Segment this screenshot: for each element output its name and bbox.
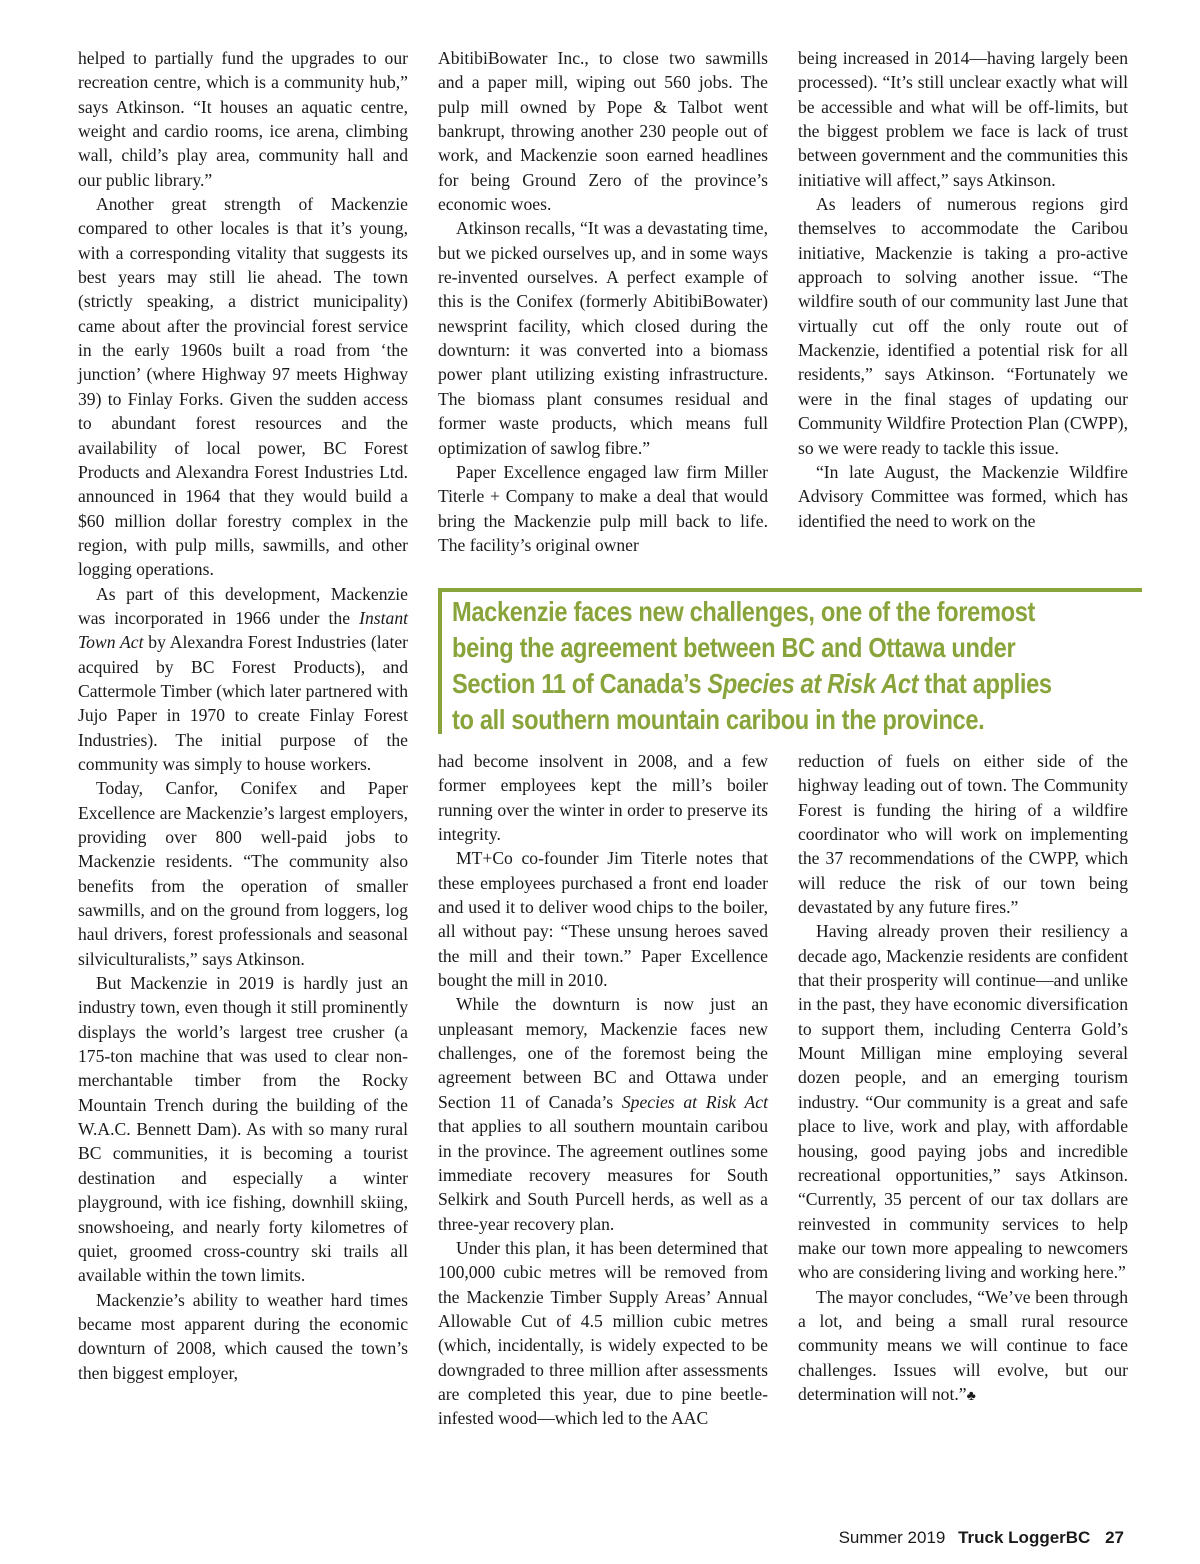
column-3-bottom [798, 749, 1128, 1409]
text-run: that applies to all southern mountain caribou in the province. The agreement outlines some immediate recovery measures for South Selkirk and South Purcell herds, as well as a three-year recovery plan. [438, 1116, 768, 1234]
tree-end-mark-icon: ♣ [966, 1388, 976, 1404]
pull-quote-line [452, 666, 1052, 702]
page-footer [839, 1528, 1124, 1548]
text-run: The mayor concludes, “We’ve been through a lot, and being a small rural resource community means we will continue to face challenges. Issues will evolve, but our determination will not.” [798, 1286, 1128, 1404]
body-paragraph: Atkinson recalls, “It was a devastating time, but we picked ourselves up, and in some ways re-invented ourselves. A perfect example of this is the Conifex (formerly AbitibiBowater) newsprint facility, which closed during the downturn: it was converted into a biomass power plant utilizing existing infrastructure. The biomass plant consumes residual and former waste products, which means full optimization of sawlog fibre.” [438, 218, 768, 458]
text-run: that applies [918, 668, 1052, 699]
body-paragraph: “In late August, the Mackenzie Wildfire Advisory Committee was formed, which has identified the need to work on the [798, 461, 1128, 531]
pull-quote-line: being the agreement between BC and Ottawa under [452, 632, 1016, 663]
body-paragraph: Paper Excellence engaged law firm Miller Titerle + Company to make a deal that would bring the Mackenzie pulp mill back to life. The facility’s original owner [438, 461, 768, 555]
act-title: Species at Risk Act [707, 668, 919, 699]
column-2-bottom [438, 749, 768, 1431]
body-paragraph [438, 992, 768, 1235]
body-paragraph: being increased in 2014—having largely been processed). “It’s still unclear exactly what will be accessible and what will be off-limits, but the biggest problem we face is lack of trust between government and the communities this initiative will affect,” says Atkinson. [798, 48, 1128, 190]
column-3-top [798, 46, 1128, 533]
body-paragraph: reduction of fuels on either side of the highway leading out of town. The Community Forest is funding the hiring of a wildfire coordinator who will work on implementing the 37 recommendations of the CWPP, which will reduce the risk of our town being devastated by any future fires.” [798, 751, 1128, 918]
act-title: Instant Town Act [78, 607, 408, 653]
pull-quote-line: to all southern mountain caribou in the province. [452, 704, 985, 735]
text-run: by Alexandra Forest Industries (later acquired by BC Forest Products), and Cattermole Timber (which later partnered with Jujo Paper in 1970 to create Finlay Forest Industries). The initial purpose of the community was simply to house workers. [78, 632, 408, 774]
body-paragraph: MT+Co co-founder Jim Titerle notes that these employees purchased a front end loader and used it to deliver wood chips to the boiler, all without pay: “These unsung heroes saved the mill and their town.” Paper Excellence bought the mill in 2010. [438, 848, 768, 991]
body-paragraph [78, 582, 408, 777]
text-run: While the downturn is now just an unpleasant memory, Mackenzie faces new challenges, one of the foremost being the agreement between BC and Ottawa under Section 11 of Canada’s [438, 994, 768, 1112]
body-paragraph: helped to partially fund the upgrades to our recreation centre, which is a community hub,” says Atkinson. “It houses an aquatic centre, weight and cardio rooms, ice arena, climbing wall, child’s play area, community hall and our public library.” [78, 48, 408, 190]
body-paragraph: Today, Canfor, Conifex and Paper Excellence are Mackenzie’s largest employers, providing over 800 well-paid jobs to Mackenzie residents. “The community also benefits from the operation of smaller sawmills, and on the ground from loggers, log haul drivers, forest professionals and seasonal silviculturalists,” says Atkinson. [78, 778, 408, 969]
page-number: 27 [1105, 1528, 1124, 1547]
pull-quote-text [452, 594, 1052, 738]
text-run: Section 11 of Canada’s [452, 668, 708, 699]
issue-date: Summer 2019 [838, 1528, 946, 1547]
column-1 [78, 46, 408, 1385]
body-paragraph: AbitibiBowater Inc., to close two sawmills and a paper mill, wiping out 560 jobs. The pulp mill owned by Pope & Talbot went bankrupt, throwing another 230 people out of work, and Mackenzie soon earned headlines for being Ground Zero of the province’s economic woes. [438, 48, 768, 215]
body-paragraph [798, 1285, 1128, 1410]
pull-quote-line: Mackenzie faces new challenges, one of the foremost [452, 596, 1036, 627]
act-title: Species at Risk Act [621, 1091, 768, 1112]
magazine-name: Truck LoggerBC [958, 1528, 1091, 1547]
text-run: As part of this development, Mackenzie was incorporated in 1966 under the [78, 583, 408, 628]
body-paragraph: Another great strength of Mackenzie compared to other locales is that it’s young, with a corresponding vitality that suggests its best years may still lie ahead. The town (strictly speaking, a district municipality) came about after the provincial forest service in the early 1960s built a road from ‘the junction’ (where Highway 97 meets Highway 39) to Finlay Forks. Given the sudden access to abundant forest resources and the availability of local power, BC Forest Products and Alexandra Forest Industries Ltd. announced in 1964 that they would build a $60 million dollar forestry complex in the region, with pulp mills, sawmills, and other logging operations. [78, 194, 408, 580]
column-2-top [438, 46, 768, 557]
body-paragraph: As leaders of numerous regions gird themselves to accommodate the Caribou initiative, Mackenzie is taking a pro-active approach to solving another issue. “The wildfire south of our community last June that virtually cut off the only route out of Mackenzie, identified a potential risk for all residents,” says Atkinson. “Fortunately we were in the final stages of updating our Community Wildfire Protection Plan (CWPP), so we were ready to tackle this issue. [798, 194, 1128, 458]
body-paragraph: had become insolvent in 2008, and a few former employees kept the mill’s boiler running over the winter in order to preserve its integrity. [438, 751, 768, 845]
pull-quote [438, 588, 1142, 734]
body-paragraph: But Mackenzie in 2019 is hardly just an industry town, even though it still prominently displays the world’s largest tree crusher (a 175-ton machine that was used to clear non-merchantable timber from the Rocky Mountain Trench during the building of the W.A.C. Bennett Dam). As with so many rural BC communities, it is becoming a tourist destination and especially a winter playground, with ice fishing, downhill skiing, snowshoeing, and nearly forty kilometres of quiet, groomed cross-country ski trails all available within the town limits. [78, 973, 408, 1286]
body-paragraph: Mackenzie’s ability to weather hard times became most apparent during the economic downturn of 2008, which caused the town’s then biggest employer, [78, 1289, 408, 1383]
body-paragraph: Under this plan, it has been determined that 100,000 cubic metres will be removed from the Mackenzie Timber Supply Areas’ Annual Allowable Cut of 4.5 million cubic metres (which, incidentally, is widely expected to be downgraded to three million after assessments are completed this year, due to pine beetle-infested wood—which led to the AAC [438, 1237, 768, 1429]
body-paragraph: Having already proven their resiliency a decade ago, Mackenzie residents are confident that their prosperity will continue—and unlike in the past, they have economic diversification to support them, including Centerra Gold’s Mount Milligan mine employing several dozen people, and an emerging tourism industry. “Our community is a great and safe place to live, work and play, with affordable housing, good paying jobs and incredible recreational opportunities,” says Atkinson. “Currently, 35 percent of our tax dollars are reinvested in community services to help make our town more appealing to newcomers who are considering living and working here.” [798, 921, 1128, 1283]
